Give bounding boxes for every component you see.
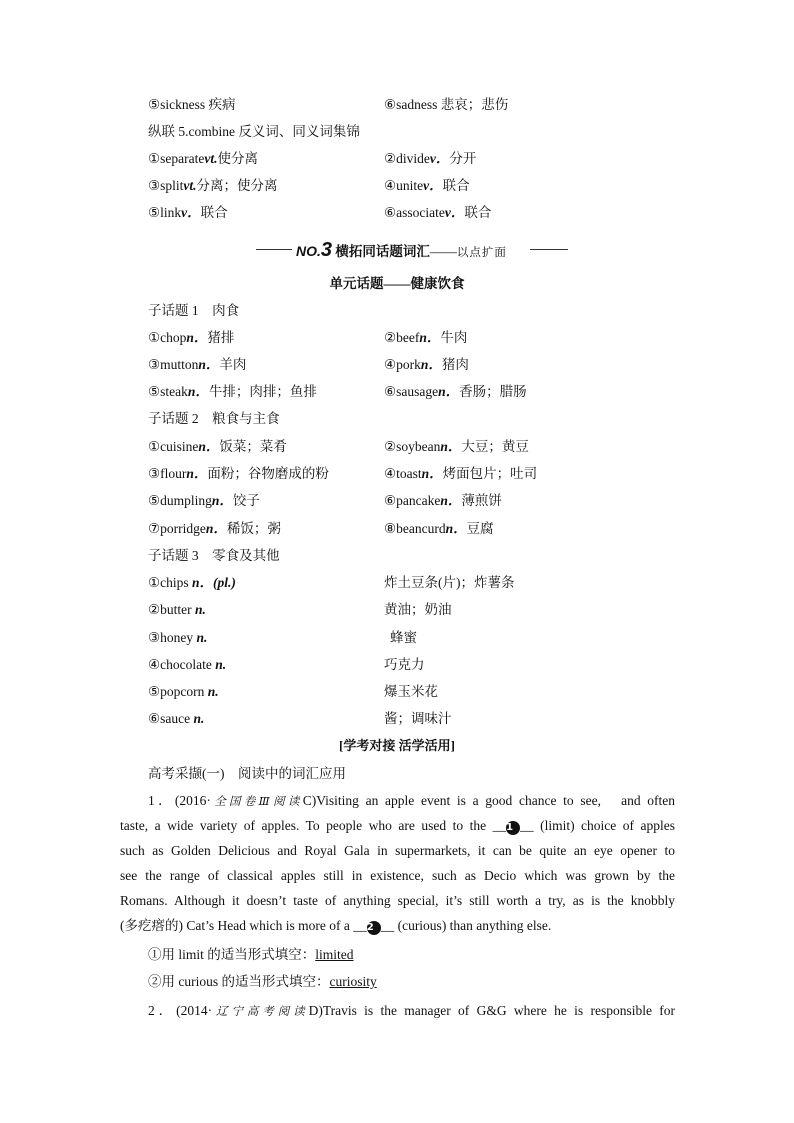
vocab-right: ④unitev．联合 [384, 178, 470, 193]
vocab-right: ④porkn．猪肉 [384, 357, 469, 372]
vocab-right: 酱；调味汁 [384, 711, 452, 726]
subtopic-2-title: 子话题 2 粮食与主食 [148, 411, 280, 426]
banner-rule-right [530, 249, 568, 250]
q1-line: such as Golden Delicious and Royal Gala in supermarkets, it can be quite an eye opener to [120, 843, 675, 858]
vocab-row [148, 572, 678, 594]
vocab-row [148, 381, 678, 403]
vocab-left: ①cuisinen．饭菜；菜肴 [148, 439, 287, 454]
blank-number-2: 2 [367, 921, 381, 935]
vocab-left: ⑤popcorn n. [148, 684, 219, 699]
vocab-row [148, 654, 678, 676]
vocab-row [148, 436, 678, 458]
answer-2: ②用 curious 的适当形式填空：curiosity [148, 974, 377, 989]
q1-line: taste, a wide variety of apples. To people who are used to the __1 __ (limit) choice of apples [120, 818, 675, 833]
vocab-right: ②dividev．分开 [384, 151, 477, 166]
vocab-right: 爆玉米花 [384, 684, 438, 699]
vocab-left: ⑥sauce n. [148, 711, 205, 726]
vocab-row [148, 202, 678, 224]
vocab-right: ⑥associatev．联合 [384, 205, 492, 220]
vocab-row [148, 599, 678, 621]
q1-line: (多疙瘩的) Cat’s Head which is more of a __2 __ (curious) than anything else. [120, 918, 552, 933]
vocab-row [148, 94, 678, 116]
vocab-left: ⑤linkv．联合 [148, 205, 228, 220]
vocab-row [148, 463, 678, 485]
vocab-left: ③muttonn．羊肉 [148, 357, 247, 372]
vocab-right: ②beefn．牛肉 [384, 330, 468, 345]
vocab-left: ⑤steakn．牛排；肉排；鱼排 [148, 384, 317, 399]
vocab-right: 黄油；奶油 [384, 602, 452, 617]
vocab-left: ②butter n. [148, 602, 206, 617]
gaokao-title: 高考采撷(一) 阅读中的词汇应用 [148, 766, 346, 781]
vocab-left: ⑦porridgen．稀饭；粥 [148, 521, 281, 536]
vocab-row [148, 327, 678, 349]
vocab-row [148, 490, 678, 512]
vocab-row [148, 518, 678, 540]
subtopic-3-title: 子话题 3 零食及其他 [148, 548, 280, 563]
vocab-left: ③flourn．面粉；谷物磨成的粉 [148, 466, 329, 481]
vocab-left: ⑤sickness 疾病 [148, 97, 236, 112]
vocab-right: ⑧beancurdn．豆腐 [384, 521, 494, 536]
vocab-row [148, 175, 678, 197]
vocab-left: ⑤dumplingn．饺子 [148, 493, 260, 508]
vocab-row [148, 708, 678, 730]
vocab-right: ②soybeann．大豆；黄豆 [384, 439, 529, 454]
vocab-row [148, 148, 678, 170]
vocab-left: ①chips n．(pl.) [148, 575, 236, 590]
vocab-right: ⑥pancaken．薄煎饼 [384, 493, 502, 508]
answer-1: ①用 limit 的适当形式填空：limited [148, 947, 354, 962]
link5-title: 纵联 5.combine 反义词、同义词集锦 [148, 124, 360, 139]
vocab-left: ①chopn．猪排 [148, 330, 235, 345]
vocab-right: 巧克力 [384, 657, 425, 672]
q1-line: see the range of classical apples still in existence, such as Decio which was grown by the [120, 868, 675, 883]
vocab-right: 蜂蜜 [390, 630, 417, 645]
section-banner [256, 238, 568, 262]
banner-title: NO.3 横拓同话题词汇——以点扩面 [296, 239, 507, 261]
vocab-right: 炸土豆条(片)；炸薯条 [384, 575, 515, 590]
vocab-right: ⑥sadness 悲哀；悲伤 [384, 97, 509, 112]
vocab-left: ④chocolate n. [148, 657, 227, 672]
q2-line: 2．(2014·辽宁高考阅读D)Travis is the manager of G&G where he is responsible for [148, 1003, 676, 1018]
blank-number-1: 1 [506, 821, 520, 835]
banner-rule-left [256, 249, 292, 250]
unit-topic: 单元话题——健康饮食 [329, 276, 465, 291]
vocab-left: ①separatevt.使分离 [148, 151, 258, 166]
vocab-left: ③honey n. [148, 630, 208, 645]
q1-line: Romans. Although it doesn’t taste of anything special, it’s still worth a try, as is the knobbly [120, 893, 675, 908]
vocab-row [148, 354, 678, 376]
vocab-left: ③splitvt.分离；使分离 [148, 178, 278, 193]
vocab-row [148, 627, 678, 649]
subtopic-1-title: 子话题 1 肉食 [148, 303, 240, 318]
question-1 [120, 788, 675, 938]
vocab-right: ⑥sausagen．香肠；腊肠 [384, 384, 527, 399]
q1-line: 1．(2016·全国卷Ⅲ阅读C)Visiting an apple event is a good chance to see, and often [148, 793, 676, 808]
section-header: [学考对接 活学活用] [339, 738, 455, 753]
question-2 [120, 998, 675, 1023]
vocab-right: ④toastn．烤面包片；吐司 [384, 466, 538, 481]
vocab-row [148, 681, 678, 703]
